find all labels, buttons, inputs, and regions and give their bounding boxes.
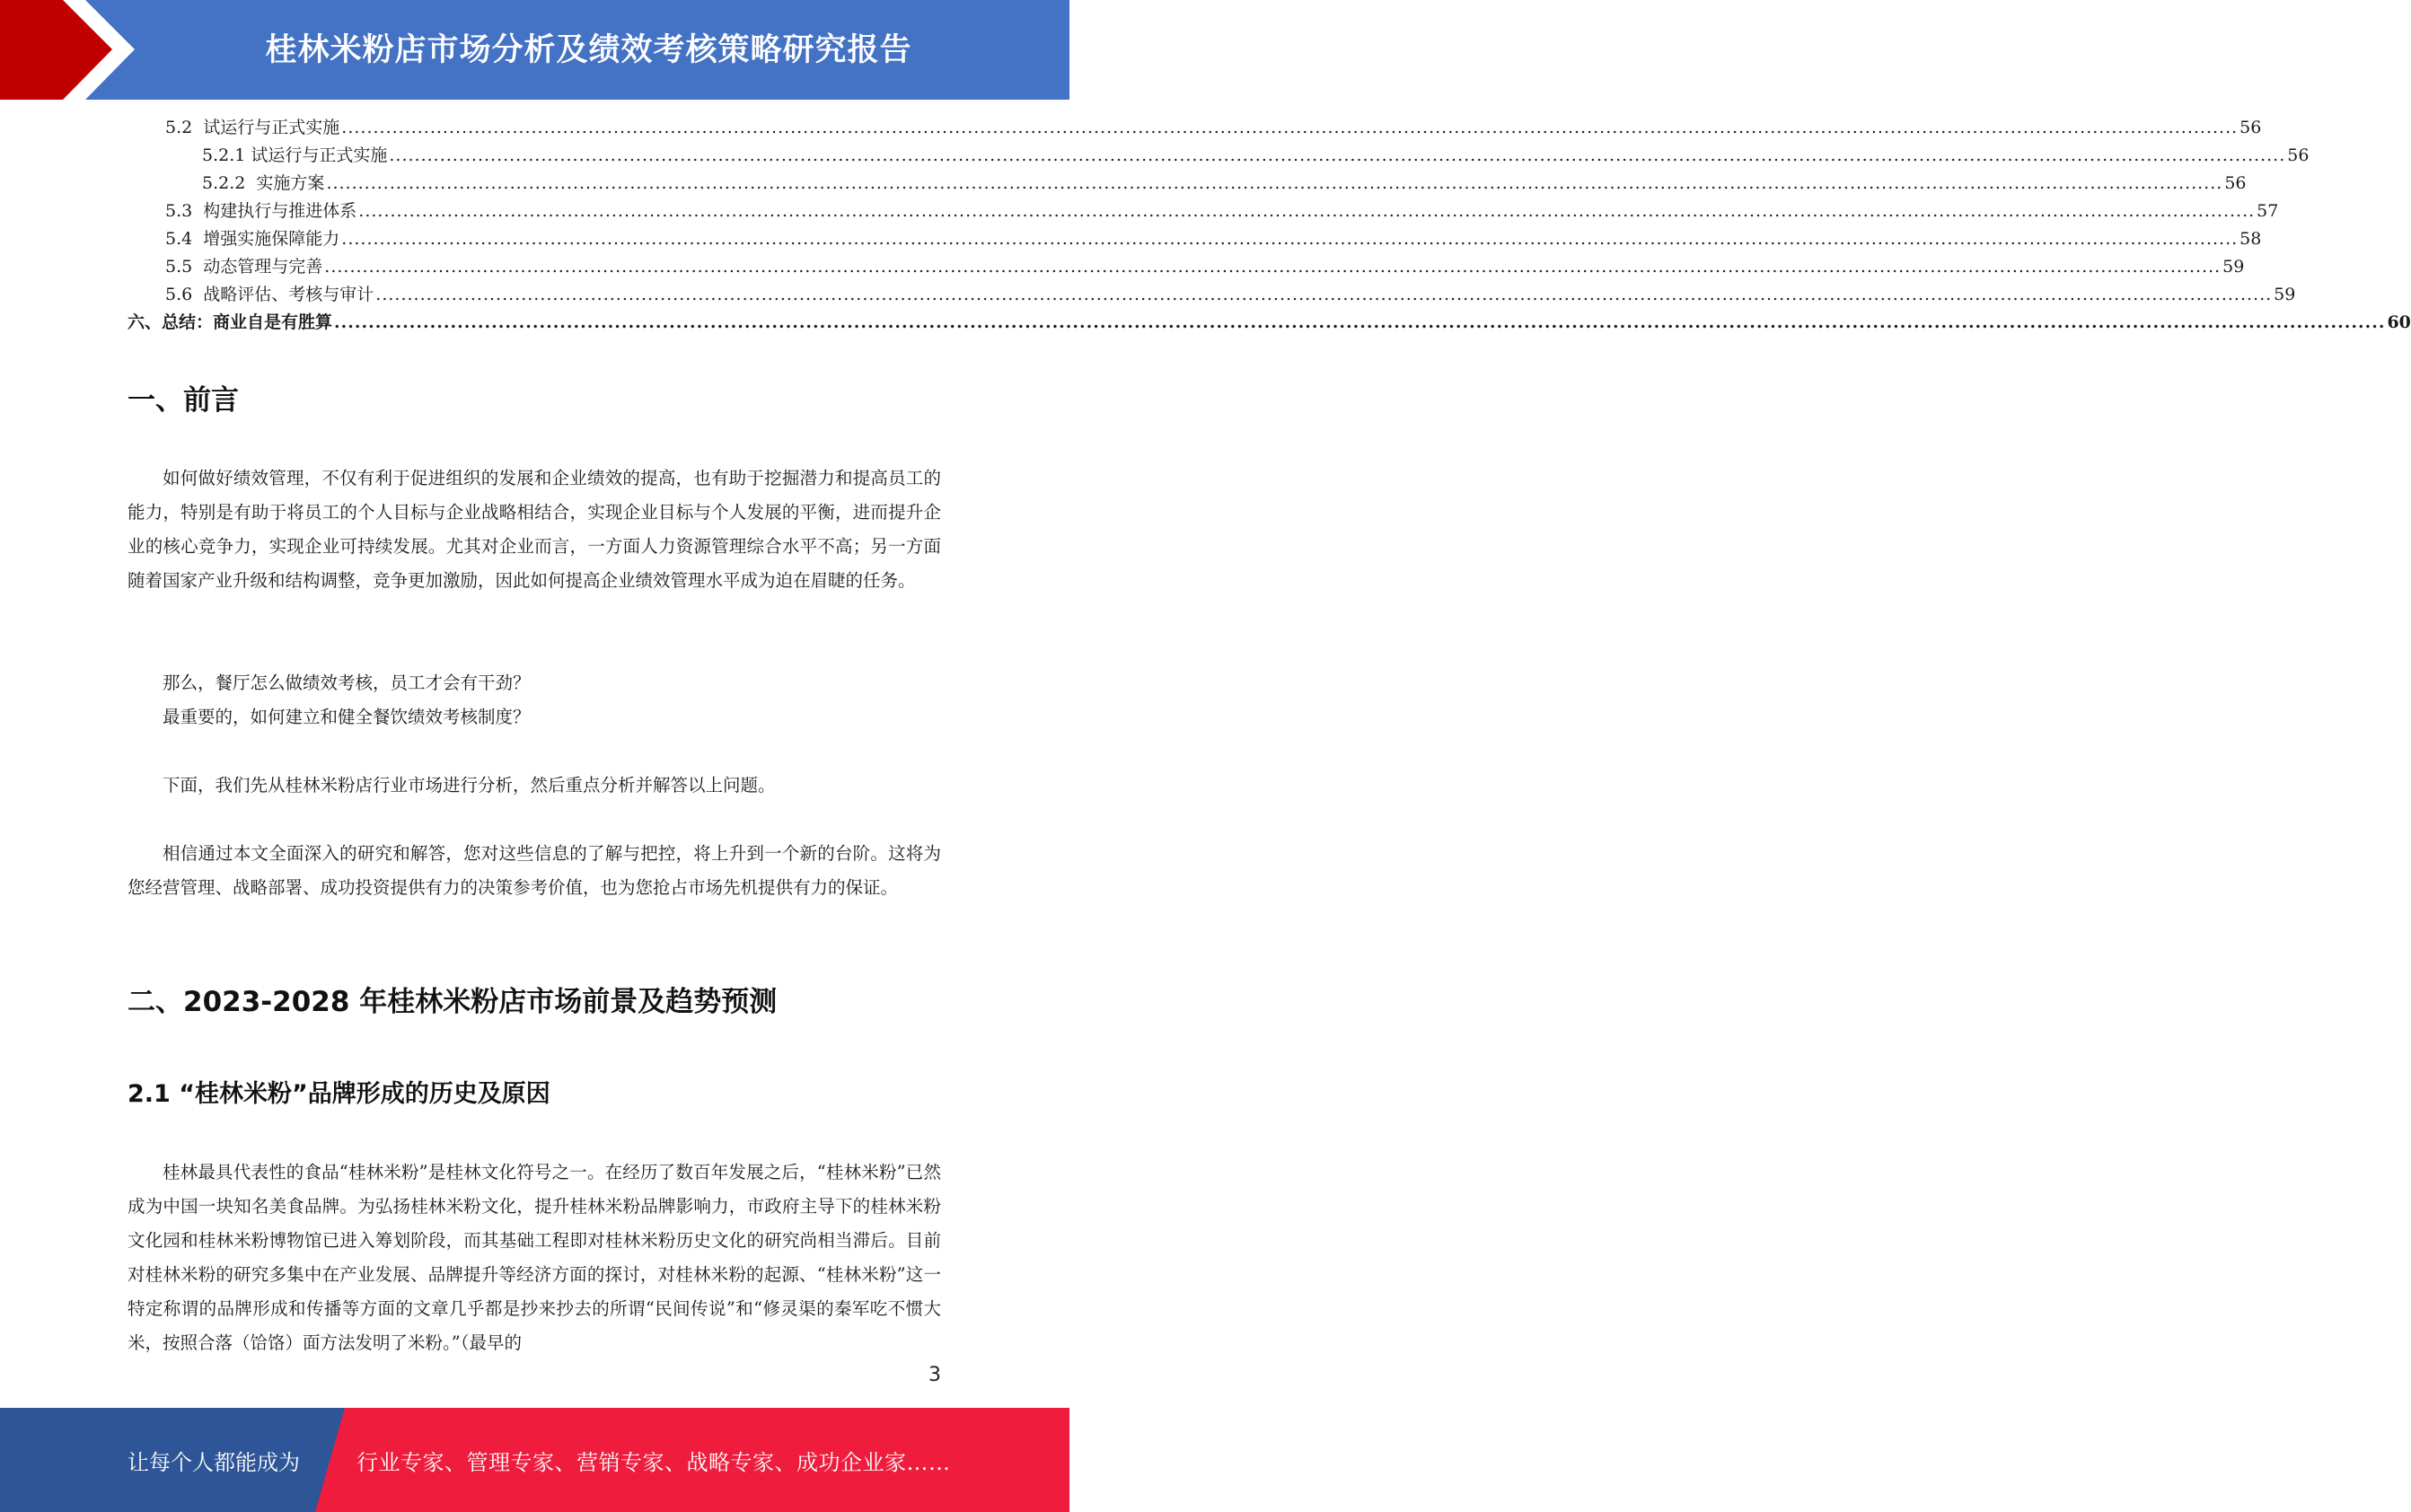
toc-entry-label: 5.2.1 试运行与正式实施: [202, 142, 389, 170]
header-arrow-decoration: [0, 0, 144, 100]
toc-entry[interactable]: [128, 309, 2411, 337]
toc-entry-page: 56: [2285, 142, 2309, 170]
toc-entry-label: 5.5 动态管理与完善: [165, 253, 324, 281]
section-heading: 二、2023-2028 年桂林米粉店市场前景及趋势预测: [128, 986, 778, 1018]
table-of-contents: [128, 114, 2411, 337]
toc-entry-label: 5.2.2 实施方案: [202, 170, 326, 198]
toc-entry[interactable]: [128, 253, 2245, 281]
body-paragraph: 桂林最具代表性的食品“桂林米粉”是桂林文化符号之一。在经历了数百年发展之后，“桂林米粉”已然成为中国一块知名美食品牌。为弘扬桂林米粉文化，提升桂林米粉品牌影响力，市政府主导下的桂林米粉文化园和桂林米粉博物馆已进入筹划阶段，而其基础工程即对桂林米粉历史文化的研究尚相当滞后。目前对桂林米粉的研究多集中在产业发展、品牌提升等经济方面的探讨，对桂林米粉的起源、“桂林米粉”这一特定称谓的品牌形成和传播等方面的文章几乎都是抄来抄去的所谓“民间传说”和“修灵渠的秦军吃不惯大米，按照合落（饸饹）面方法发明了米粉。”（最早的: [128, 1162, 941, 1353]
toc-entry-page: 59: [2221, 253, 2244, 281]
toc-leader-dots: ............................................................................................................................................................................................................................................................................................................: [334, 312, 2386, 332]
toc-entry-page: 58: [2238, 225, 2261, 253]
toc-leader-dots: ............................................................................................................................................................................................................................................................................................................: [358, 201, 2256, 221]
footer-slogan-left: 让每个人都能成为: [128, 1449, 300, 1475]
section-heading: 一、前言: [128, 384, 239, 417]
toc-entry-page: 59: [2272, 281, 2295, 309]
toc-entry[interactable]: [128, 114, 2262, 142]
body-paragraph: 下面，我们先从桂林米粉店行业市场进行分析，然后重点分析并解答以上问题。: [163, 775, 776, 796]
toc-entry-label: 5.2 试运行与正式实施: [165, 114, 341, 142]
question-line: 最重要的，如何建立和健全餐饮绩效考核制度？: [163, 707, 531, 727]
page-header: [0, 0, 1069, 100]
toc-entry-page: 60: [2385, 309, 2410, 337]
toc-leader-dots: ............................................................................................................................................................................................................................................................................................................: [326, 173, 2223, 193]
toc-entry[interactable]: [128, 142, 2310, 170]
toc-entry[interactable]: [128, 170, 2247, 198]
toc-entry-label: 5.3 构建执行与推进体系: [165, 198, 358, 225]
toc-entry[interactable]: [128, 198, 2279, 225]
body-paragraph: 相信通过本文全面深入的研究和解答，您对这些信息的了解与把控，将上升到一个新的台阶。这将为您经营管理、战略部署、成功投资提供有力的决策参考价值，也为您抢占市场先机提供有力的保证。: [128, 843, 941, 898]
page-footer: [0, 1408, 1069, 1512]
toc-entry-label: 六、总结：商业自是有胜算: [128, 309, 334, 337]
toc-leader-dots: ............................................................................................................................................................................................................................................................................................................: [324, 257, 2222, 277]
toc-leader-dots: ............................................................................................................................................................................................................................................................................................................: [389, 145, 2286, 165]
toc-leader-dots: ............................................................................................................................................................................................................................................................................................................: [341, 118, 2239, 137]
footer-slogan-right: 行业专家、管理专家、营销专家、战略专家、成功企业家……: [356, 1449, 951, 1475]
toc-entry-page: 57: [2255, 198, 2278, 225]
toc-entry-page: 56: [2238, 114, 2261, 142]
toc-entry-page: 56: [2222, 170, 2246, 198]
question-line: 那么，餐厅怎么做绩效考核，员工才会有干劲？: [163, 672, 531, 693]
toc-entry[interactable]: [128, 281, 2296, 309]
header-title: 桂林米粉店市场分析及绩效考核策略研究报告: [265, 32, 912, 68]
toc-leader-dots: ............................................................................................................................................................................................................................................................................................................: [375, 285, 2273, 304]
subsection-heading: 2.1 “桂林米粉”品牌形成的历史及原因: [128, 1080, 550, 1108]
toc-entry-label: 5.4 增强实施保障能力: [165, 225, 341, 253]
toc-entry-label: 5.6 战略评估、考核与审计: [165, 281, 375, 309]
body-paragraph: 如何做好绩效管理，不仅有利于促进组织的发展和企业绩效的提高，也有助于挖掘潜力和提高员工的能力，特别是有助于将员工的个人目标与企业战略相结合，实现企业目标与个人发展的平衡，进而提升企业的核心竞争力，实现企业可持续发展。尤其对企业而言，一方面人力资源管理综合水平不高；另一方面随着国家产业升级和结构调整，竞争更加激励，因此如何提高企业绩效管理水平成为迫在眉睫的任务。: [128, 468, 941, 591]
page-number: 3: [928, 1364, 941, 1386]
toc-entry[interactable]: [128, 225, 2262, 253]
toc-leader-dots: ............................................................................................................................................................................................................................................................................................................: [341, 229, 2239, 249]
